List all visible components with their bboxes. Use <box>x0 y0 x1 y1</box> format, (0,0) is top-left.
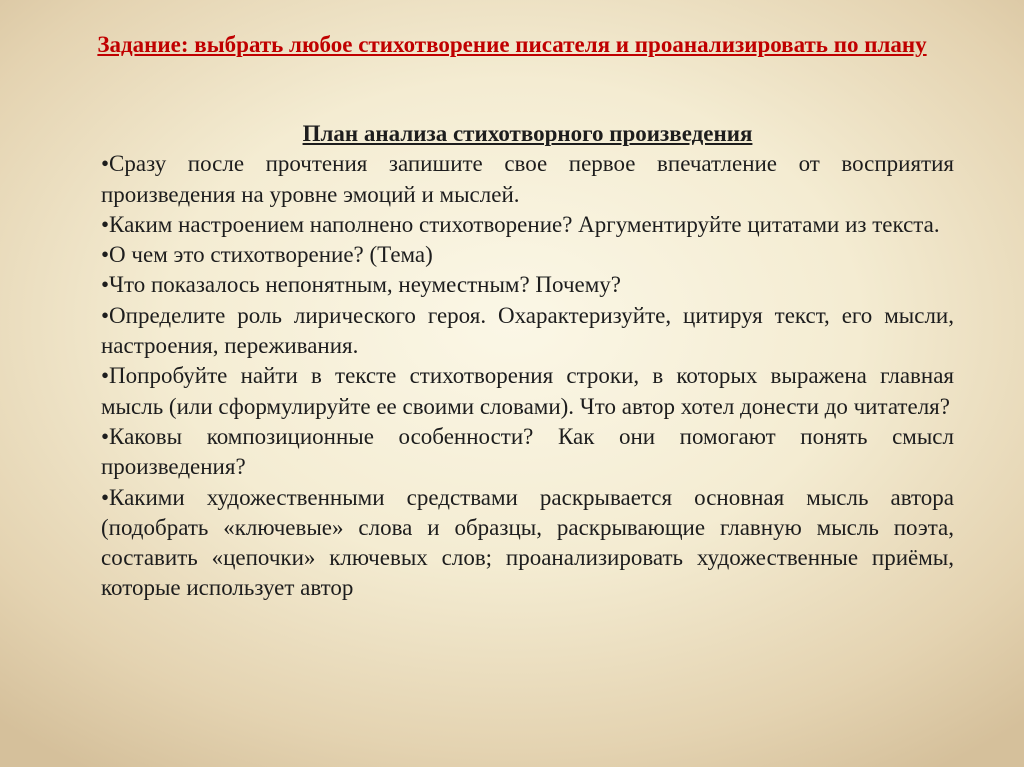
plan-item-mood: •Каким настроением наполнено стихотворение? Аргументируйте цитатами из текста. <box>101 211 940 237</box>
plan-title: План анализа стихотворного произведения <box>302 121 753 146</box>
plan-item-main-idea: •Попробуйте найти в тексте стихотворения строки, в которых выражена главная мысль (или сформулируйте ее своими словами). Что автор хотел донести до читателя? <box>101 363 954 419</box>
plan-list <box>101 149 954 603</box>
plan-item-unclear: •Что показалось непонятным, неуместным? Почему? <box>101 272 621 298</box>
task-title: Задание: выбрать любое стихотворение писателя и проанализировать по плану <box>97 32 927 57</box>
plan-item-lyrical-hero: •Определите роль лирического героя. Охарактеризуйте, цитируя текст, его мысли, настроения, переживания. <box>101 302 954 359</box>
plan-item-composition: •Каковы композиционные особенности? Как они помогают понять смысл произведения? <box>101 423 954 480</box>
plan-section <box>101 119 954 604</box>
plan-item-artistic-means: •Какими художественными средствами раскрывается основная мысль автора (подобрать «ключевые» слова и образцы, раскрывающие главную мысль поэта, составить «цепочки» ключевых слов; проанализировать художественные приёмы, которые использует автор <box>101 484 954 601</box>
plan-item-theme: •О чем это стихотворение? (Тема) <box>101 242 433 268</box>
plan-item-first-impression: •Сразу после прочтения запишите свое первое впечатление от восприятия произведения на уровне эмоций и мыслей. <box>101 151 954 207</box>
